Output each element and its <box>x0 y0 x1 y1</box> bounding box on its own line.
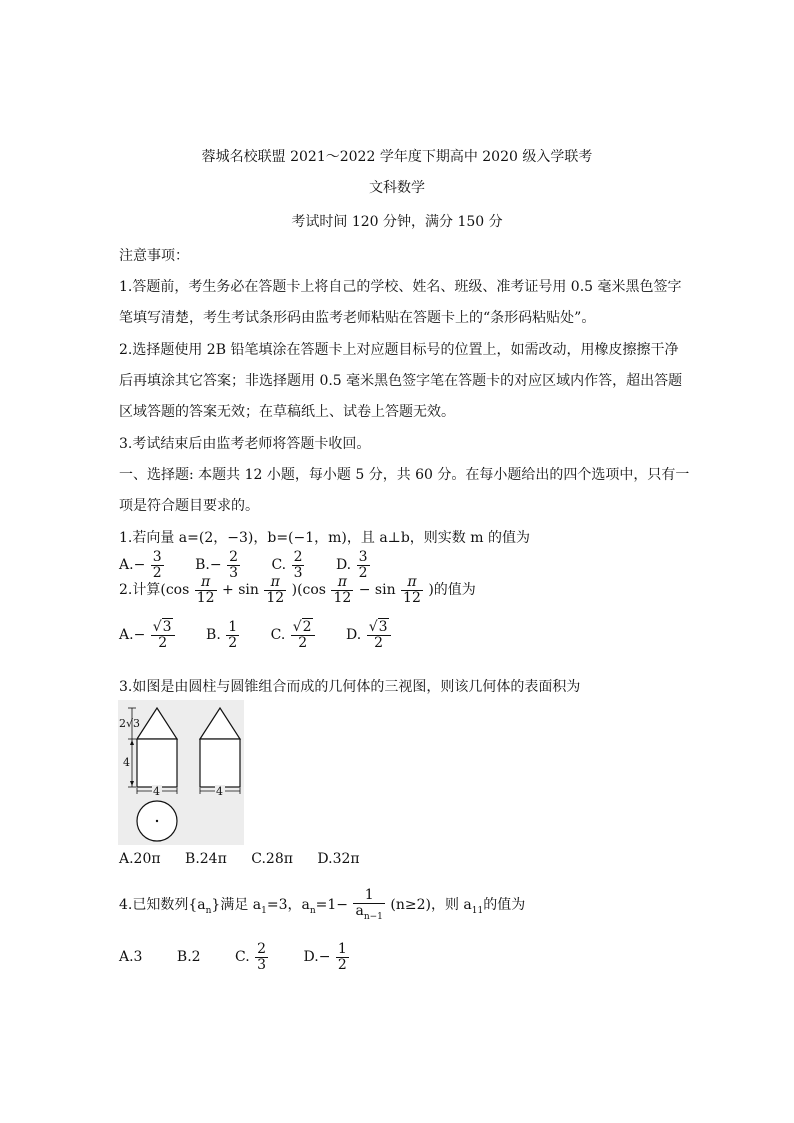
q2-pi-4: π <box>407 574 417 590</box>
notice-item1-line1: 1.答题前，考生务必在答题卡上将自己的学校、姓名、班级、准考证号用 0.5 毫米黑色签字 <box>119 279 682 295</box>
q1-option-a-sign: − <box>133 557 146 574</box>
q2-minus-sin: − sin <box>358 582 396 599</box>
side-view-cylinder <box>200 739 240 787</box>
q2-option-c-den: 2 <box>298 634 308 651</box>
q2-option-a-sign: − <box>133 627 146 644</box>
q4-option-c <box>235 942 269 972</box>
q4-options <box>119 942 376 972</box>
q2-options <box>119 620 418 650</box>
q2-option-b <box>206 620 240 650</box>
q1-option-c-den: 3 <box>293 564 303 581</box>
q4-fraction <box>353 888 384 922</box>
q1-option-c-letter: C. <box>271 557 287 574</box>
q4-stem-prefix: 4.已知数列{a <box>119 896 206 913</box>
q1-option-a-num: 3 <box>152 549 162 565</box>
q4-option-d-num: 1 <box>337 941 347 957</box>
q2-den-1: 12 <box>196 589 215 606</box>
q4-option-d-letter: D. <box>303 949 319 966</box>
q2-option-c <box>271 620 316 650</box>
q1-option-d-num: 3 <box>358 549 368 565</box>
q1-option-a-letter: A. <box>119 557 134 574</box>
q2-option-a-fraction: $\frac{√3}{2}$ <box>151 620 175 650</box>
front-view-cylinder <box>137 739 177 787</box>
q2-frac-4 <box>401 575 423 605</box>
q1-option-a-den: 2 <box>152 564 162 581</box>
section1-line2: 项是符合题目要求的。 <box>119 498 259 514</box>
notice-item1-line2: 笔填写清楚，考生考试条形码由监考老师粘贴在答题卡上的“条形码粘贴处”。 <box>119 310 596 326</box>
notice-item3: 3.考试结束后由监考老师将答题卡收回。 <box>119 436 371 452</box>
q2-pi-1: π <box>201 574 211 590</box>
q2-frac-3 <box>331 575 353 605</box>
q1-stem: 1.若向量 a=(2，−3)，b=(−1，m)，且 a⊥b，则实数 m 的值为 <box>119 530 530 546</box>
exam-info: 考试时间 120 分钟，满分 150 分 <box>291 214 503 230</box>
q2-plus-sin: + sin <box>222 582 259 599</box>
q2-frac-2 <box>264 575 286 605</box>
front-width-label: 4 <box>153 785 160 798</box>
q2-option-b-fraction <box>226 620 239 650</box>
q2-den-3: 12 <box>333 589 352 606</box>
q2-option-b-num: 1 <box>228 619 238 635</box>
q2-option-a-den: 2 <box>158 634 168 651</box>
exam-title: 蓉城名校联盟 2021～2022 学年度下期高中 2020 级入学联考 <box>201 149 593 165</box>
q4-stem-suffix: 的值为 <box>483 896 526 913</box>
q4-frac-den-sub: n−1 <box>363 911 383 922</box>
notice-item2-line1: 2.选择题使用 2B 铅笔填涂在答题卡上对应题目标号的位置上，如需改动，用橡皮擦擦干净 <box>119 342 679 358</box>
q2-option-c-rad: 2 <box>302 619 312 635</box>
q4-stem-mid3: =1− <box>315 896 349 913</box>
top-view-center-dot <box>156 820 158 822</box>
side-width-label: 4 <box>216 785 223 798</box>
q3-stem: 3.如图是由圆柱与圆锥组合而成的几何体的三视图，则该几何体的表面积为 <box>119 679 581 695</box>
q1-option-d-den: 2 <box>358 564 368 581</box>
q1-option-b-den: 3 <box>229 564 238 581</box>
q1-option-b-num: 2 <box>229 549 238 565</box>
q3-options <box>119 851 380 867</box>
q4-sub-n-2: n <box>309 905 316 916</box>
q4-option-c-num: 2 <box>257 941 267 957</box>
q1-option-b-sign: − <box>209 557 222 574</box>
q2-pi-3: π <box>337 574 347 590</box>
q4-stem-mid2: =3，a <box>266 896 310 913</box>
q2-mid: )(cos <box>291 582 326 599</box>
q3-option-c: C.28π <box>251 851 293 867</box>
q3-option-b: B.24π <box>185 851 227 867</box>
notice-heading: 注意事项： <box>119 248 189 264</box>
q2-option-d <box>346 620 391 650</box>
q4-frac-num: 1 <box>353 888 384 904</box>
three-view-figure <box>118 700 244 845</box>
q4-option-d-den: 2 <box>337 956 347 973</box>
q2-frac-1 <box>195 575 217 605</box>
q2-pi-2: π <box>270 574 280 590</box>
q4-sub-1: 1 <box>261 905 267 916</box>
q4-option-a: A.3 <box>119 949 143 966</box>
q4-option-b: B.2 <box>176 949 201 966</box>
q2-stem-suffix: )的值为 <box>428 582 476 599</box>
q2-option-d-rad: 3 <box>378 619 388 635</box>
q1-option-b-letter: B. <box>195 557 210 574</box>
q4-frac-den-a: a <box>355 902 364 919</box>
cylinder-height-label: 4 <box>123 756 130 769</box>
q2-option-d-letter: D. <box>346 627 362 644</box>
q1-option-c-num: 2 <box>293 549 303 565</box>
q2-den-2: 12 <box>266 589 285 606</box>
q2-option-d-den: 2 <box>374 634 384 651</box>
cone-height-label: 2√3 <box>119 717 141 730</box>
q4-sub-n-1: n <box>205 905 212 916</box>
q2-stem <box>119 575 476 605</box>
q4-stem <box>119 888 525 922</box>
q3-option-d: D.32π <box>317 851 360 867</box>
q2-option-b-den: 2 <box>228 634 238 651</box>
q2-option-a <box>119 620 176 650</box>
section1-line1: 一、选择题: 本题共 12 小题，每小题 5 分，共 60 分。在每小题给出的四个选项中，只有一 <box>119 467 690 483</box>
q2-option-c-letter: C. <box>270 627 286 644</box>
q4-option-d <box>304 942 350 972</box>
q4-stem-mid1: }满足 a <box>211 896 262 913</box>
q2-option-a-rad: 3 <box>162 619 172 635</box>
q4-option-c-den: 3 <box>257 956 267 973</box>
q2-stem-prefix: 2.计算(cos <box>119 582 190 599</box>
q4-option-c-letter: C. <box>235 949 250 966</box>
q2-option-d-fraction: $\frac{√3}{2}$ <box>367 620 391 650</box>
q4-sub-11: 11 <box>471 905 484 916</box>
q2-option-c-fraction: $\frac{√2}{2}$ <box>291 620 315 650</box>
notice-item2-line2: 后再填涂其它答案；非选择题用 0.5 毫米黑色签字笔在答题卡的对应区域内作答，超出答题 <box>119 373 683 389</box>
q2-den-4: 12 <box>403 589 421 606</box>
notice-item2-line3: 区域答题的答案无效；在草稿纸上、试卷上答题无效。 <box>119 404 455 420</box>
q2-option-a-letter: A. <box>119 627 134 644</box>
q4-stem-mid4: (n≥2)，则 a <box>390 896 472 913</box>
q2-option-b-letter: B. <box>206 627 221 644</box>
subject-title: 文科数学 <box>369 180 425 196</box>
q3-option-a: A.20π <box>119 851 161 867</box>
q4-option-d-fraction <box>336 942 349 972</box>
q4-option-c-fraction <box>255 942 268 972</box>
q4-option-d-sign: − <box>318 949 331 966</box>
q1-option-d-letter: D. <box>335 557 352 574</box>
